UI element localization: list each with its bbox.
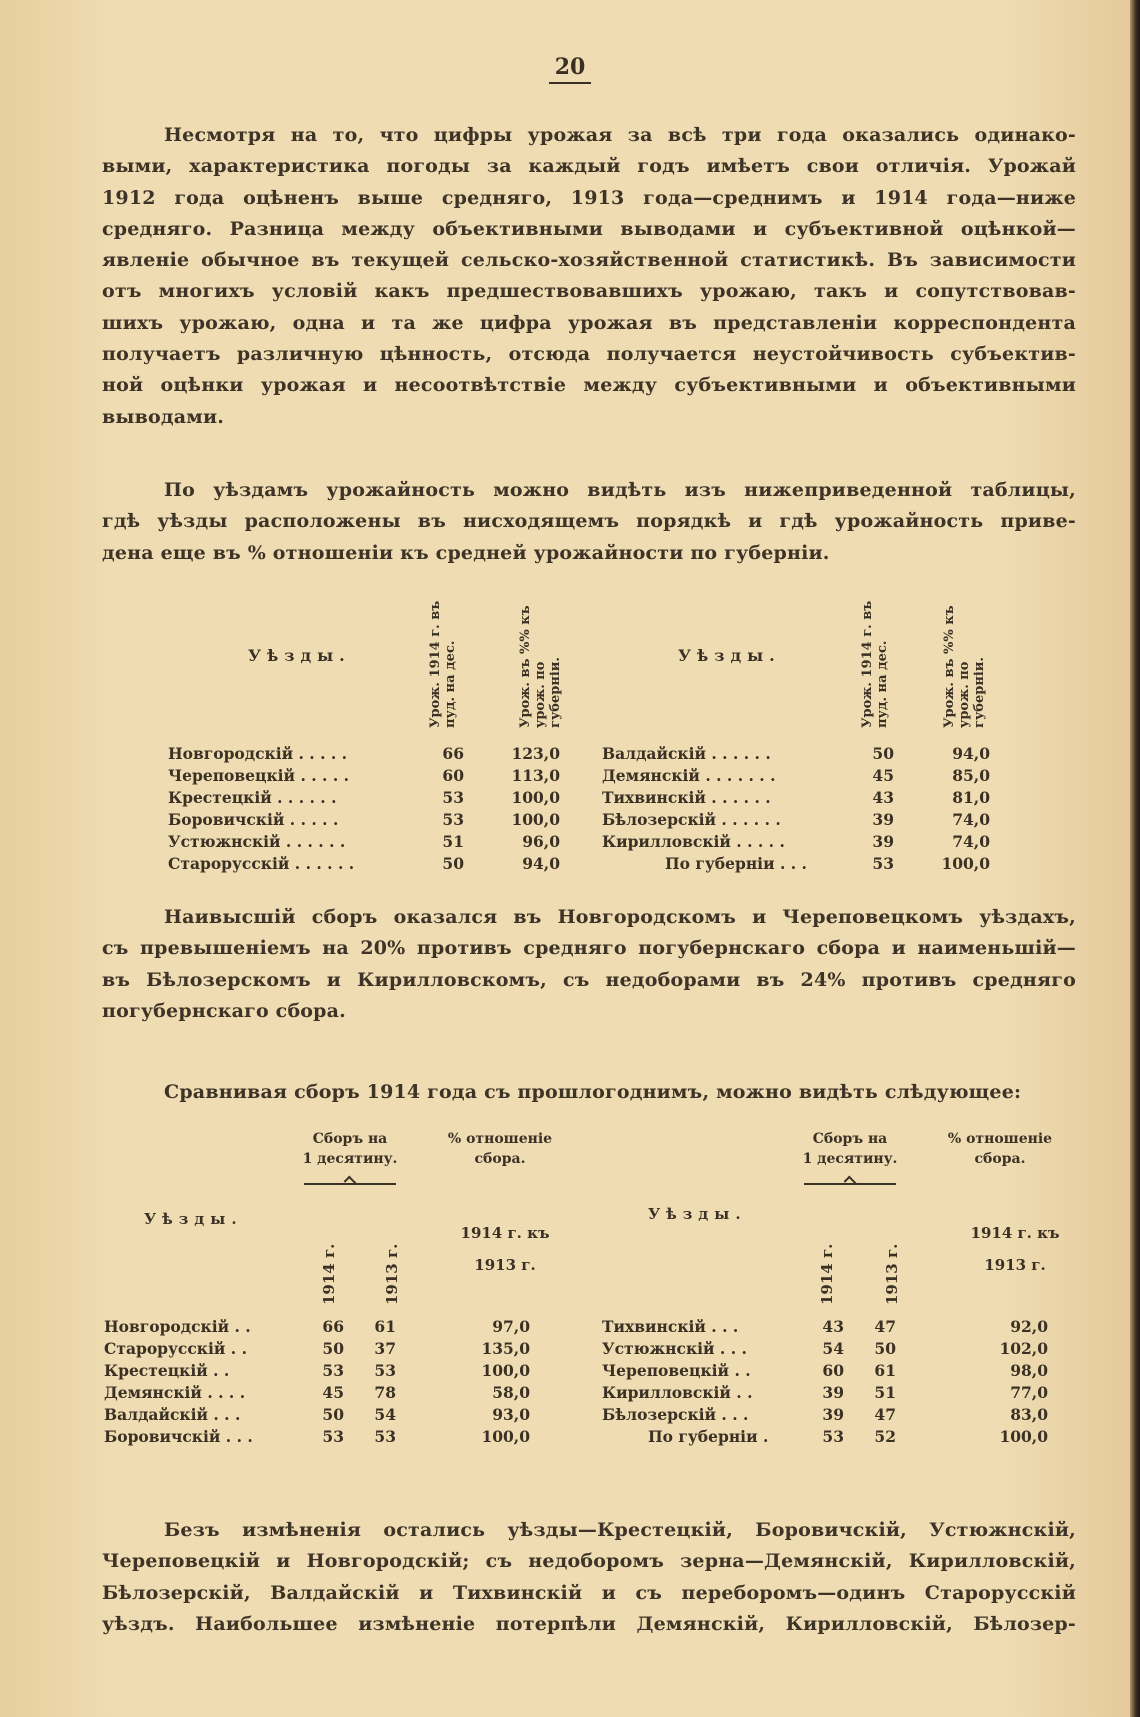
pct-value: 85,0: [952, 766, 990, 785]
header-line: 1 десятину.: [802, 1151, 898, 1167]
paragraph-2: [102, 475, 1076, 569]
yield-value: 45: [872, 766, 894, 785]
value-1913: 52: [874, 1427, 896, 1446]
table-row: [160, 744, 1040, 765]
column-header-1913: 1913 г.: [383, 1243, 401, 1305]
district-name: Бѣлозерскій . . . . . .: [602, 810, 781, 829]
value-1914: 50: [322, 1339, 344, 1358]
yield-value: 50: [872, 744, 894, 763]
text-line: выми, характеристика погоды за каждый годъ имѣетъ свои отличія. Урожай: [102, 155, 1076, 178]
column-header-yield: Урож. 1914 г. въ пуд. на дес.: [428, 600, 458, 728]
district-name: Валдайскій . . . . . .: [602, 744, 771, 763]
header-line: Сборъ на: [812, 1131, 888, 1147]
header-line: % отношеніе: [947, 1131, 1053, 1147]
column-header-pct: Урож. въ %% къ урож. по губерніи.: [942, 605, 987, 728]
text-line: шихъ урожаю, одна и та же цифра урожая въ представленіи корреспондента: [102, 311, 1076, 334]
value-1914: 60: [822, 1361, 844, 1380]
value-1913: 51: [874, 1383, 896, 1402]
value-1913: 53: [374, 1427, 396, 1446]
text-line: гдѣ уѣзды расположены въ нисходящемъ порядкѣ и гдѣ урожайность приве-: [102, 510, 1076, 533]
district-name: Череповецкій . . . . .: [168, 766, 350, 785]
header-line: % отношеніе: [447, 1131, 553, 1147]
pct-value: 113,0: [511, 766, 560, 785]
pct-value: 94,0: [522, 854, 560, 873]
yield-value: 39: [872, 832, 894, 851]
district-name: Кирилловскій . . . . .: [602, 832, 785, 851]
yield-value: 43: [872, 788, 894, 807]
table-row: [160, 810, 1040, 831]
text-line: выводами.: [102, 405, 225, 428]
table-row: [100, 1317, 1090, 1338]
district-name: Демянскій . . . . . . .: [602, 766, 776, 785]
column-header-pct: [435, 1129, 565, 1169]
header-line: 1913 г.: [474, 1256, 536, 1274]
district-name: Боровичскій . . .: [104, 1427, 253, 1446]
paragraph-3: [102, 902, 1076, 1027]
text-line: отъ многихъ условій какъ предшествовавшихъ урожаю, такъ и сопутствовав-: [102, 280, 1076, 303]
yield-value: 51: [442, 832, 464, 851]
pct-value: 74,0: [952, 810, 990, 829]
value-1914: 54: [822, 1339, 844, 1358]
column-header-1914: 1914 г.: [320, 1243, 338, 1305]
pct-value: 100,0: [511, 810, 560, 829]
column-header-1914: 1914 г.: [818, 1243, 836, 1305]
value-1913: 78: [374, 1383, 396, 1402]
pct-value: 102,0: [999, 1339, 1048, 1358]
text-line: съ превышеніемъ на 20% противъ средняго погубернскаго сбора и наименьшій—: [102, 937, 1076, 960]
text-line: дена еще въ % отношеніи къ средней урожайности по губерніи.: [102, 541, 830, 564]
district-name: Крестецкій . . . . . .: [168, 788, 337, 807]
district-name: Новгородскій . . . . .: [168, 744, 348, 763]
value-1914: 45: [322, 1383, 344, 1402]
value-1914: 39: [822, 1405, 844, 1424]
district-name: Крестецкій . .: [104, 1361, 230, 1380]
pct-value: 98,0: [1010, 1361, 1048, 1380]
header-line: Сборъ на: [312, 1131, 388, 1147]
header-line: 1913 г.: [984, 1256, 1046, 1274]
value-1914: 39: [822, 1383, 844, 1402]
value-1914: 66: [322, 1317, 344, 1336]
district-name: Кирилловскій . .: [602, 1383, 753, 1402]
text-line: Несмотря на то, что цифры урожая за всѣ три года оказались одинако-: [164, 124, 1076, 146]
value-1914: 53: [322, 1427, 344, 1446]
yield-table: [160, 580, 1040, 880]
value-1913: 47: [874, 1405, 896, 1424]
pct-value: 83,0: [1010, 1405, 1048, 1424]
district-name: Валдайскій . . .: [104, 1405, 241, 1424]
text-line: Череповецкій и Новгородскій; съ недоборомъ зерна—Демянскій, Кирилловскій,: [102, 1550, 1076, 1573]
text-line: Бѣлозерскій, Валдайскій и Тихвинскій и съ переборомъ—одинъ Старорусскій: [102, 1581, 1076, 1604]
column-header-compare: [950, 1217, 1080, 1281]
pct-value: 81,0: [952, 788, 990, 807]
column-header-sbor: [790, 1129, 910, 1169]
page-edge: [1130, 0, 1140, 1717]
column-header-pct: Урож. въ %% къ урож. по губерніи.: [518, 605, 563, 728]
header-line: сбора.: [974, 1151, 1026, 1167]
table-row: [100, 1427, 1090, 1448]
text-line: уѣздъ. Наибольшее измѣненіе потерпѣли Демянскій, Кирилловскій, Бѣлозер-: [102, 1612, 1076, 1635]
district-name: Новгородскій . .: [104, 1317, 251, 1336]
text-line: средняго. Разница между объективными выводами и субъективной оцѣнкой—: [102, 217, 1076, 240]
pct-value: 100,0: [941, 854, 990, 873]
pct-value: 58,0: [492, 1383, 530, 1402]
text-line: 1912 года оцѣненъ выше средняго, 1913 года—среднимъ и 1914 года—ниже: [102, 186, 1076, 209]
column-header-sbor: [290, 1129, 410, 1169]
table-row: [160, 788, 1040, 809]
text-line: Безъ измѣненія остались уѣзды—Крестецкій, Боровичскій, Устюжнскій,: [164, 1519, 1076, 1541]
yield-value: 39: [872, 810, 894, 829]
yield-value: 53: [442, 788, 464, 807]
pct-value: 96,0: [522, 832, 560, 851]
yield-value: 53: [442, 810, 464, 829]
column-header-yield: Урож. 1914 г. въ пуд. на дес.: [860, 600, 890, 728]
paragraph-4: [102, 1077, 1076, 1108]
text-line: въ Бѣлозерскомъ и Кирилловскомъ, съ недоборами въ 24% противъ средняго: [102, 968, 1076, 991]
district-name: Устюжнскій . . .: [602, 1339, 747, 1358]
text-line: погубернскаго сбора.: [102, 999, 346, 1022]
value-1913: 53: [374, 1361, 396, 1380]
province-total-label: По губерніи .: [648, 1427, 769, 1446]
text-line: По уѣздамъ урожайность можно видѣть изъ нижеприведенной таблицы,: [164, 479, 1076, 501]
district-name: Старорусскій . . . . . .: [168, 854, 355, 873]
header-line: 1914 г. къ: [970, 1224, 1060, 1242]
district-name: Демянскій . . . .: [104, 1383, 246, 1402]
value-1914: 53: [322, 1361, 344, 1380]
value-1913: 61: [374, 1317, 396, 1336]
pct-value: 93,0: [492, 1405, 530, 1424]
text-line: Сравнивая сборъ 1914 года съ прошлогоднимъ, можно видѣть слѣдующее:: [164, 1081, 1022, 1103]
column-header-uezdy: Уѣзды.: [144, 1210, 243, 1228]
pct-value: 74,0: [952, 832, 990, 851]
pct-value: 92,0: [1010, 1317, 1048, 1336]
yield-value: 50: [442, 854, 464, 873]
header-brace: [804, 1183, 896, 1193]
pct-value: 100,0: [511, 788, 560, 807]
value-1913: 50: [874, 1339, 896, 1358]
header-line: 1914 г. къ: [460, 1224, 550, 1242]
pct-value: 135,0: [481, 1339, 530, 1358]
pct-value: 97,0: [492, 1317, 530, 1336]
district-name: Боровичскій . . . . .: [168, 810, 339, 829]
table-row: [100, 1405, 1090, 1426]
yield-value: 66: [442, 744, 464, 763]
value-1914: 53: [822, 1427, 844, 1446]
text-line: Наивысшій сборъ оказался въ Новгородскомъ и Череповецкомъ уѣздахъ,: [164, 906, 1076, 928]
district-name: Тихвинскій . . .: [602, 1317, 739, 1336]
table-row: [160, 832, 1040, 853]
column-header-uezdy: Уѣзды.: [678, 646, 781, 665]
value-1913: 54: [374, 1405, 396, 1424]
district-name: Устюжнскій . . . . . .: [168, 832, 346, 851]
yield-value: 60: [442, 766, 464, 785]
pct-value: 77,0: [1010, 1383, 1048, 1402]
district-name: Бѣлозерскій . . .: [602, 1405, 749, 1424]
pct-value: 94,0: [952, 744, 990, 763]
table-row: [100, 1361, 1090, 1382]
table-row: [160, 854, 1040, 875]
district-name: Старорусскій . .: [104, 1339, 247, 1358]
pct-value: 100,0: [999, 1427, 1048, 1446]
text-line: явленіе обычное въ текущей сельско-хозяйственной статистикѣ. Въ зависимости: [102, 249, 1076, 272]
column-header-1913: 1913 г.: [883, 1243, 901, 1305]
pct-value: 100,0: [481, 1427, 530, 1446]
value-1913: 37: [374, 1339, 396, 1358]
table-row: [100, 1383, 1090, 1404]
column-header-pct: [935, 1129, 1065, 1169]
header-brace: [304, 1183, 396, 1193]
column-header-uezdy: Уѣзды.: [648, 1205, 747, 1223]
value-1914: 50: [322, 1405, 344, 1424]
column-header-compare: [440, 1217, 570, 1281]
page-number: 20: [0, 54, 1140, 84]
text-line: ной оцѣнки урожая и несоотвѣтствіе между субъективными и объективными: [102, 374, 1076, 397]
comparison-table: [100, 1125, 1090, 1445]
pct-value: 100,0: [481, 1361, 530, 1380]
district-name: Череповецкій . .: [602, 1361, 751, 1380]
paragraph-1: [102, 120, 1076, 433]
table-row: [160, 766, 1040, 787]
value-1914: 43: [822, 1317, 844, 1336]
district-name: Тихвинскій . . . . . .: [602, 788, 771, 807]
header-line: сбора.: [474, 1151, 526, 1167]
column-header-uezdy: Уѣзды.: [248, 646, 351, 665]
pct-value: 123,0: [511, 744, 560, 763]
table-row: [100, 1339, 1090, 1360]
value-1913: 47: [874, 1317, 896, 1336]
value-1913: 61: [874, 1361, 896, 1380]
yield-value: 53: [872, 854, 894, 873]
paragraph-5: [102, 1515, 1076, 1640]
header-line: 1 десятину.: [302, 1151, 398, 1167]
province-total-label: По губерніи . . .: [665, 854, 807, 873]
text-line: получаетъ различную цѣнность, отсюда получается неустойчивость субъектив-: [102, 343, 1076, 366]
